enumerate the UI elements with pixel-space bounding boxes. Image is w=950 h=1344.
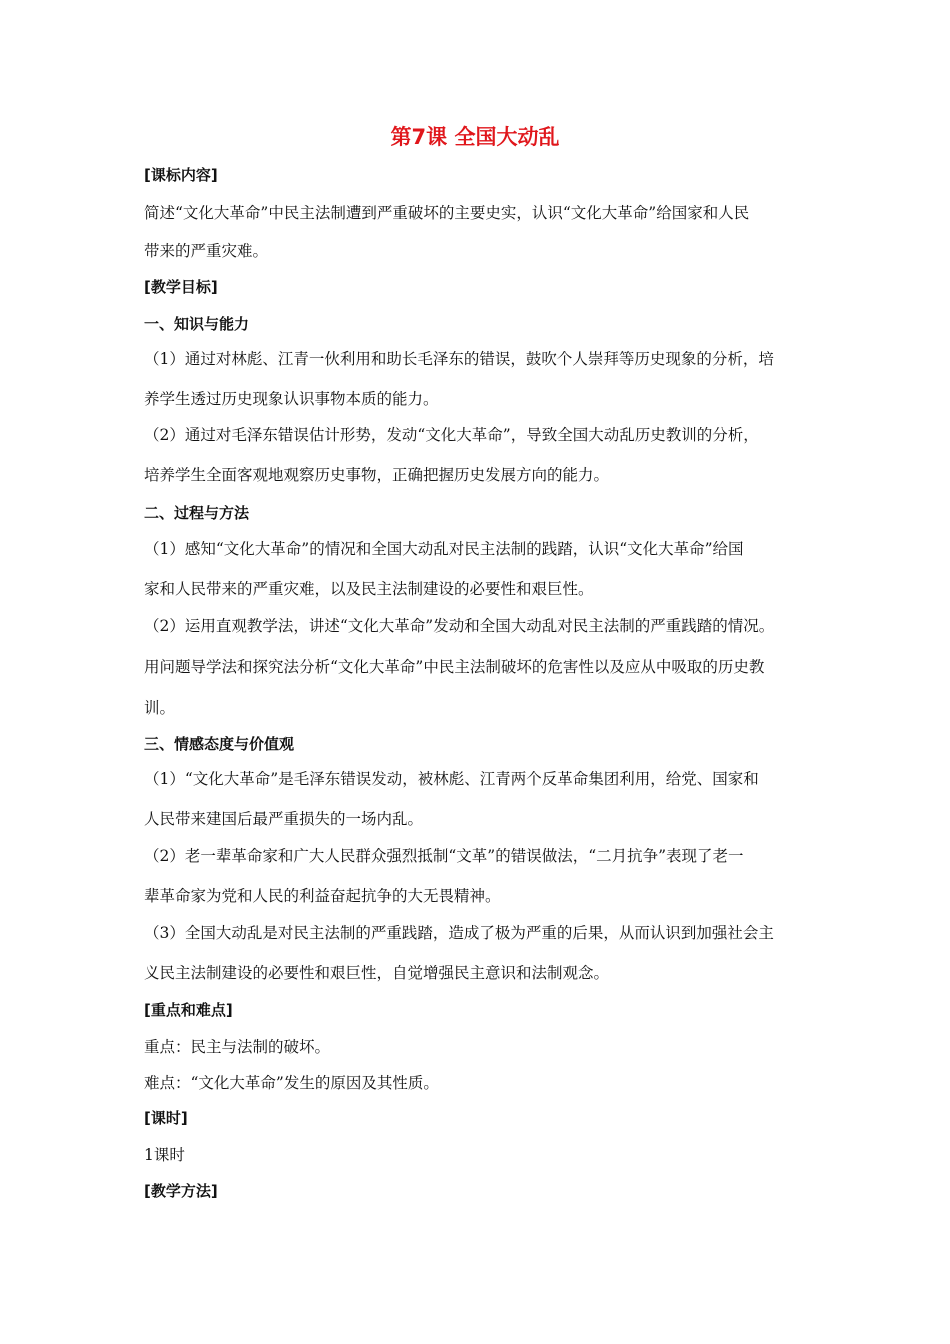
key-points-heading: [重点和难点] <box>144 1001 233 1019</box>
curriculum-heading: [课标内容] <box>144 166 218 184</box>
key-point-text: 重点：民主与法制的破坏。 <box>144 1038 331 1056</box>
goal3-heading: 三、情感态度与价值观 <box>144 735 295 753</box>
goal1-heading: 一、知识与能力 <box>144 315 250 333</box>
goal2-item1-line-2: 家和人民带来的严重灾难，以及民主法制建设的必要性和艰巨性。 <box>144 580 594 598</box>
goal3-item2-line-2: 辈革命家为党和人民的利益奋起抗争的大无畏精神。 <box>144 887 501 905</box>
method-heading: [教学方法] <box>144 1182 218 1200</box>
goal1-item1-line-2: 养学生透过历史现象认识事物本质的能力。 <box>144 390 439 408</box>
goals-heading: [教学目标] <box>144 278 218 296</box>
goal3-item3-line-2: 义民主法制建设的必要性和艰巨性，自觉增强民主意识和法制观念。 <box>144 964 610 982</box>
curriculum-text-line-1: 简述“文化大革命”中民主法制遭到严重破坏的主要史实，认识“文化大革命”给国家和人民 <box>144 204 750 222</box>
goal1-item2-line-2: 培养学生全面客观地观察历史事物，正确把握历史发展方向的能力。 <box>144 466 610 484</box>
goal3-item3-line-1: （3）全国大动乱是对民主法制的严重践踏，造成了极为严重的后果，从而认识到加强社会主 <box>144 924 774 942</box>
hours-text: 1课时 <box>144 1146 185 1164</box>
goal3-item1-line-1: （1）“文化大革命”是毛泽东错误发动，被林彪、江青两个反革命集团利用，给党、国家和 <box>144 770 759 788</box>
goal2-heading: 二、过程与方法 <box>144 504 250 522</box>
hours-heading: [课时] <box>144 1109 188 1127</box>
goal2-item2-line-2: 用问题导学法和探究法分析“文化大革命”中民主法制破坏的危害性以及应从中吸取的历史教 <box>144 658 765 676</box>
page-title: 第7课 全国大动乱 <box>390 125 560 149</box>
goal2-item1-line-1: （1）感知“文化大革命”的情况和全国大动乱对民主法制的践踏，认识“文化大革命”给国 <box>144 540 744 558</box>
curriculum-text-line-2: 带来的严重灾难。 <box>144 242 269 260</box>
goal2-item2-line-3: 训。 <box>144 699 176 717</box>
difficult-point-text: 难点：“文化大革命”发生的原因及其性质。 <box>144 1074 439 1092</box>
goal1-item2-line-1: （2）通过对毛泽东错误估计形势，发动“文化大革命”，导致全国大动乱历史教训的分析， <box>144 426 759 444</box>
goal3-item2-line-1: （2）老一辈革命家和广大人民群众强烈抵制“文革”的错误做法，“二月抗争”表现了老一 <box>144 847 744 865</box>
goal1-item1-line-1: （1）通过对林彪、江青一伙利用和助长毛泽东的错误，鼓吹个人崇拜等历史现象的分析，培 <box>144 350 774 368</box>
goal3-item1-line-2: 人民带来建国后最严重损失的一场内乱。 <box>144 810 424 828</box>
goal2-item2-line-1: （2）运用直观教学法，讲述“文化大革命”发动和全国大动乱对民主法制的严重践踏的情况。 <box>144 617 775 635</box>
